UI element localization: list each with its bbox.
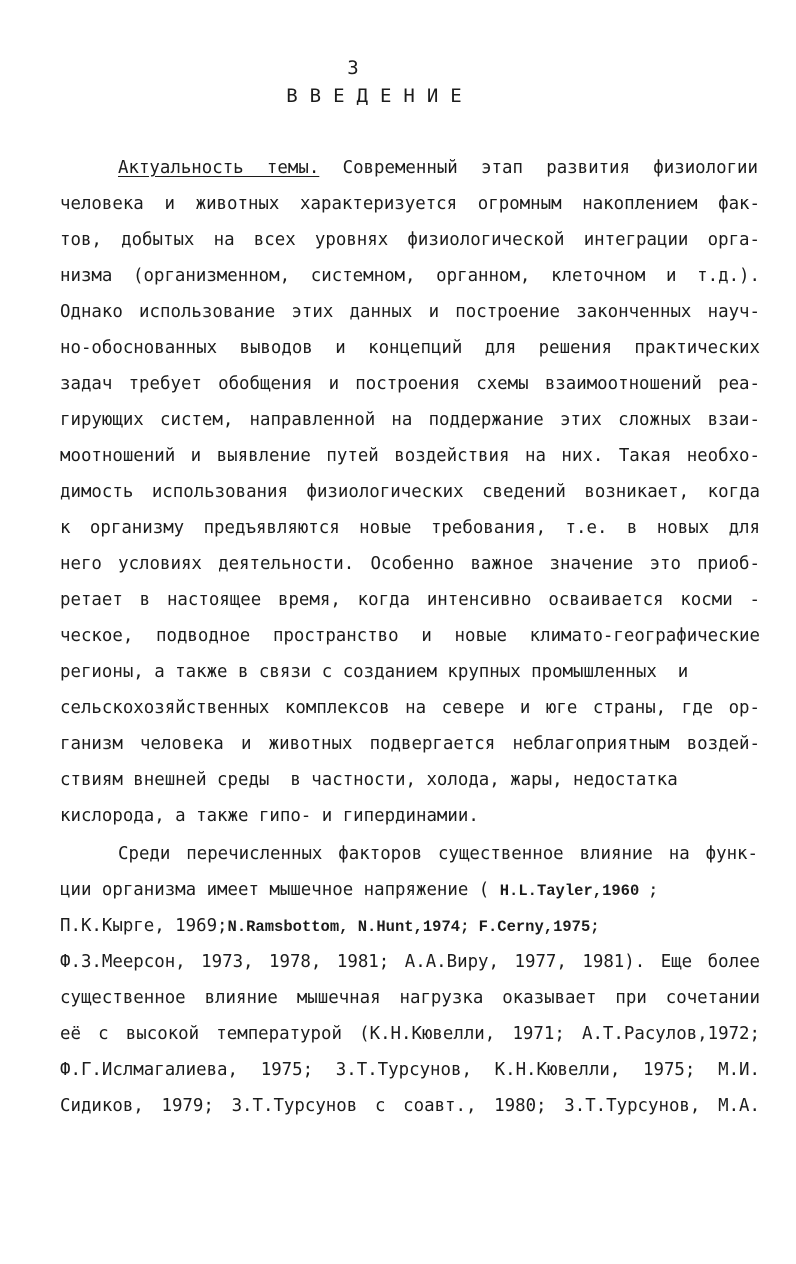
paragraph-1-line: Однако использование этих данных и построение законченных науч- xyxy=(60,302,760,322)
paragraph-1-line: кислорода, а также гипо- и гипердинамии. xyxy=(60,806,479,826)
citation-latin: H.L.Tayler,1960 ; xyxy=(499,882,658,900)
paragraph-1-line: к организму предъявляются новые требования, т.е. в новых для xyxy=(60,518,760,538)
paragraph-1-line: гирующих систем, направленной на поддержание этих сложных взаи- xyxy=(60,410,760,430)
paragraph-1-line: ческое, подводное пространство и новые климато-географические xyxy=(60,626,760,646)
paragraph-2-line: Ф.Г.Ислмагалиева, 1975; З.Т.Турсунов, К.Н.Кювелли, 1975; М.И. xyxy=(60,1060,760,1080)
paragraph-2-line: Сидиков, 1979; З.Т.Турсунов с соавт., 1980; З.Т.Турсунов, М.А. xyxy=(60,1096,760,1116)
paragraph-2-line: существенное влияние мышечная нагрузка оказывает при сочетании xyxy=(60,988,760,1008)
section-heading: Актуальность темы. xyxy=(118,158,320,178)
paragraph-1-line: ствиям внешней среды в частности, холода, жары, недостатка xyxy=(60,770,678,790)
paragraph-1-line: регионы, а также в связи с созданием крупных промышленных и xyxy=(60,662,689,682)
paragraph-1-line: низма (организменном, системном, органном, клеточном и т.д.). xyxy=(60,266,760,286)
paragraph-2-line: ции организма имеет мышечное напряжение ( H.L.Tayler,1960 ; xyxy=(60,880,658,900)
paragraph-2-line: П.К.Кырге, 1969;N.Ramsbottom, N.Hunt,1974; F.Cerny,1975; xyxy=(60,916,600,936)
paragraph-1-line: ретает в настоящее время, когда интенсивно осваивается косми - xyxy=(60,590,760,610)
paragraph-1-line: димость использования физиологических сведений возникает, когда xyxy=(60,482,760,502)
paragraph-1-line: сельскохозяйственных комплексов на севере и юге страны, где ор- xyxy=(60,698,760,718)
paragraph-2-line: Ф.З.Меерсон, 1973, 1978, 1981; А.А.Виру, 1977, 1981). Еще более xyxy=(60,952,760,972)
page-number: 3 xyxy=(347,57,359,79)
citation-latin: N.Ramsbottom, N.Hunt,1974; F.Cerny,1975; xyxy=(227,918,600,936)
paragraph-2-line: её с высокой температурой (К.Н.Кювелли, 1971; А.Т.Расулов,1972; xyxy=(60,1024,760,1044)
page-title: ВВЕДЕНИЕ xyxy=(286,85,474,107)
paragraph-1-line: ганизм человека и животных подвергается неблагоприятным воздей- xyxy=(60,734,760,754)
paragraph-1-line: тов, добытых на всех уровнях физиологической интеграции орга- xyxy=(60,230,760,250)
paragraph-1-line: него условиях деятельности. Особенно важное значение это приоб- xyxy=(60,554,760,574)
paragraph-1-line: человека и животных характеризуется огромным накоплением фак- xyxy=(60,194,760,214)
paragraph-1-line: но-обоснованных выводов и концепций для решения практических xyxy=(60,338,760,358)
paragraph-1-line: Актуальность темы. Современный этап развития физиологии xyxy=(118,158,758,178)
paragraph-1-line: задач требует обобщения и построения схемы взаимоотношений реа- xyxy=(60,374,760,394)
paragraph-1-line: моотношений и выявление путей воздействия на них. Такая необхо- xyxy=(60,446,760,466)
paragraph-2-line: Среди перечисленных факторов существенное влияние на функ- xyxy=(118,844,758,864)
